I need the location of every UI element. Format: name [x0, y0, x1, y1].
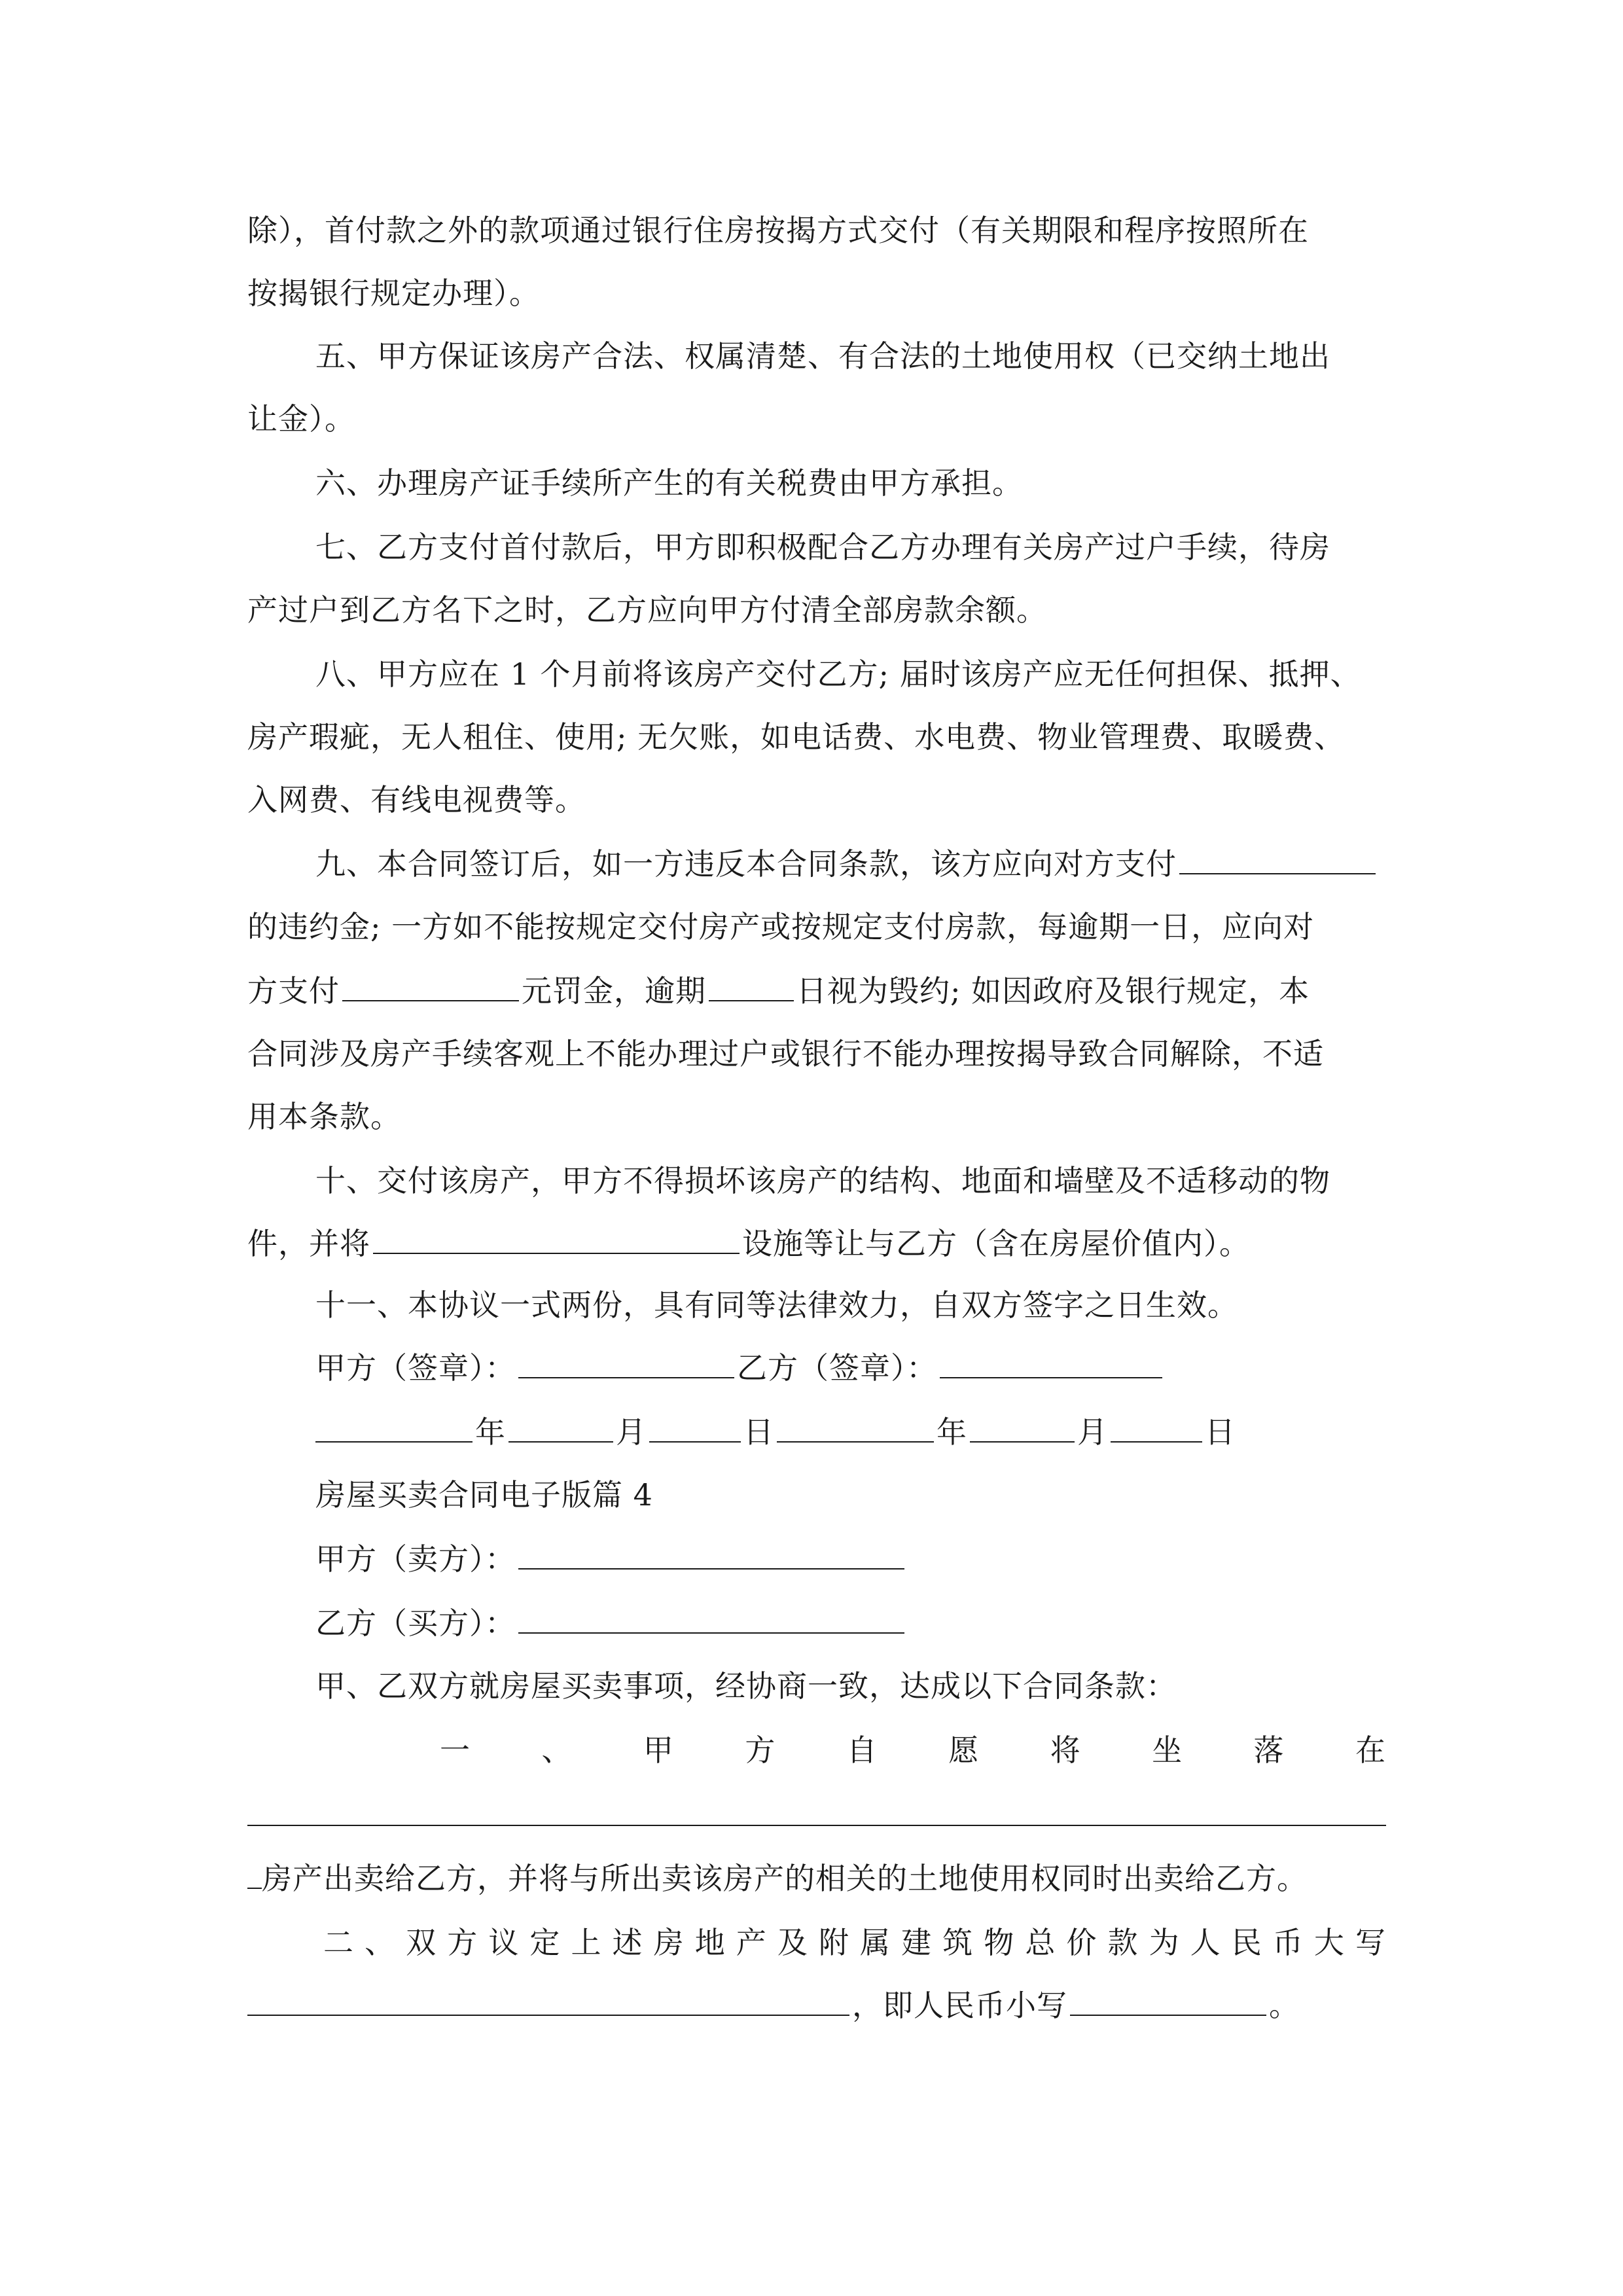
- paragraph-line: 用本条款。: [247, 1099, 401, 1134]
- clause-one-line: 一 、 甲 方 自 愿 将 坐 落 在: [440, 1732, 1386, 1768]
- clause-five: 五、甲方保证该房产合法、权属清楚、有合法的土地使用权（已交纳土地出: [315, 338, 1330, 374]
- paragraph-line: 房产瑕疵，无人租住、使用; 无欠账，如电话费、水电费、物业管理费、取暖费、: [247, 719, 1346, 755]
- overdue-days-field[interactable]: [709, 971, 794, 1001]
- date-year-field[interactable]: [777, 1412, 934, 1443]
- section-title: 房屋买卖合同电子版篇 4: [315, 1477, 653, 1513]
- daily-fine-field[interactable]: [342, 971, 519, 1001]
- buyer-line: 乙方（买方）：: [315, 1604, 1386, 1643]
- clause-seven: 七、乙方支付首付款后，甲方即积极配合乙方办理有关房产过户手续，待房: [315, 529, 1330, 565]
- property-location-field[interactable]: [247, 1825, 1386, 1826]
- clause-eight: 八、甲方应在 1 个月前将该房产交付乙方; 届时该房产应无任何担保、抵押、: [315, 656, 1361, 692]
- paragraph-line: 方支付 元罚金，逾期 日视为毁约; 如因政府及银行规定，本: [247, 971, 1386, 1011]
- clause-eleven: 十一、本协议一式两份，具有同等法律效力，自双方签字之日生效。: [315, 1287, 1238, 1323]
- party-b-signature-field[interactable]: [940, 1348, 1162, 1378]
- paragraph-line: 让金）。: [247, 401, 355, 437]
- paragraph-line: 房产出卖给乙方，并将与所出卖该房产的相关的土地使用权同时出卖给乙方。: [247, 1859, 1386, 1898]
- paragraph-line: 件，并将 设施等让与乙方（含在房屋价值内）。: [247, 1224, 1386, 1263]
- paragraph-line: 合同涉及房产手续客观上不能办理过户或银行不能办理按揭导致合同解除，不适: [247, 1036, 1324, 1071]
- price-uppercase-field[interactable]: [247, 1986, 849, 2016]
- seller-line: 甲方（卖方）：: [315, 1539, 1386, 1579]
- date-month-field[interactable]: [508, 1412, 613, 1443]
- date-month-field[interactable]: [970, 1412, 1075, 1443]
- date-day-field[interactable]: [649, 1412, 741, 1443]
- price-lowercase-field[interactable]: [1070, 1986, 1266, 2016]
- paragraph-line: 除），首付款之外的款项通过银行住房按揭方式交付（有关期限和程序按照所在: [247, 213, 1309, 248]
- date-line: 年 月 日 年 月 日: [315, 1412, 1386, 1452]
- paragraph-line: 按揭银行规定办理）。: [247, 276, 540, 311]
- party-a-signature-field[interactable]: [518, 1348, 734, 1378]
- paragraph-line: 产过户到乙方名下之时，乙方应向甲方付清全部房款余额。: [247, 592, 1047, 628]
- paragraph-line: 入网费、有线电视费等。: [247, 782, 586, 817]
- intro-line: 甲、乙双方就房屋买卖事项，经协商一致，达成以下合同条款：: [315, 1668, 1177, 1704]
- signature-line: 甲方（签章）： 乙方（签章）：: [315, 1348, 1386, 1388]
- clause-six: 六、办理房产证手续所产生的有关税费由甲方承担。: [315, 465, 1023, 501]
- buyer-name-field[interactable]: [518, 1604, 904, 1634]
- paragraph-line: 的违约金; 一方如不能按规定交付房产或按规定支付房款，每逾期一日，应向对: [247, 909, 1315, 944]
- clause-two-line: 二 、 双 方 议 定 上 述 房 地 产 及 附 属 建 筑 物 总 价 款 为 人 民 币 大 写: [323, 1925, 1386, 1960]
- seller-name-field[interactable]: [518, 1539, 904, 1570]
- location-field-end[interactable]: [247, 1859, 262, 1889]
- clause-nine: 九、本合同签订后，如一方违反本合同条款，该方应向对方支付: [315, 844, 1386, 884]
- paragraph-line: ，即人民币小写 。: [247, 1986, 1386, 2025]
- facilities-field[interactable]: [373, 1224, 740, 1254]
- clause-ten: 十、交付该房产，甲方不得损坏该房产的结构、地面和墙壁及不适移动的物: [315, 1163, 1330, 1198]
- date-day-field[interactable]: [1111, 1412, 1202, 1443]
- penalty-amount-field[interactable]: [1179, 844, 1376, 874]
- date-year-field[interactable]: [315, 1412, 473, 1443]
